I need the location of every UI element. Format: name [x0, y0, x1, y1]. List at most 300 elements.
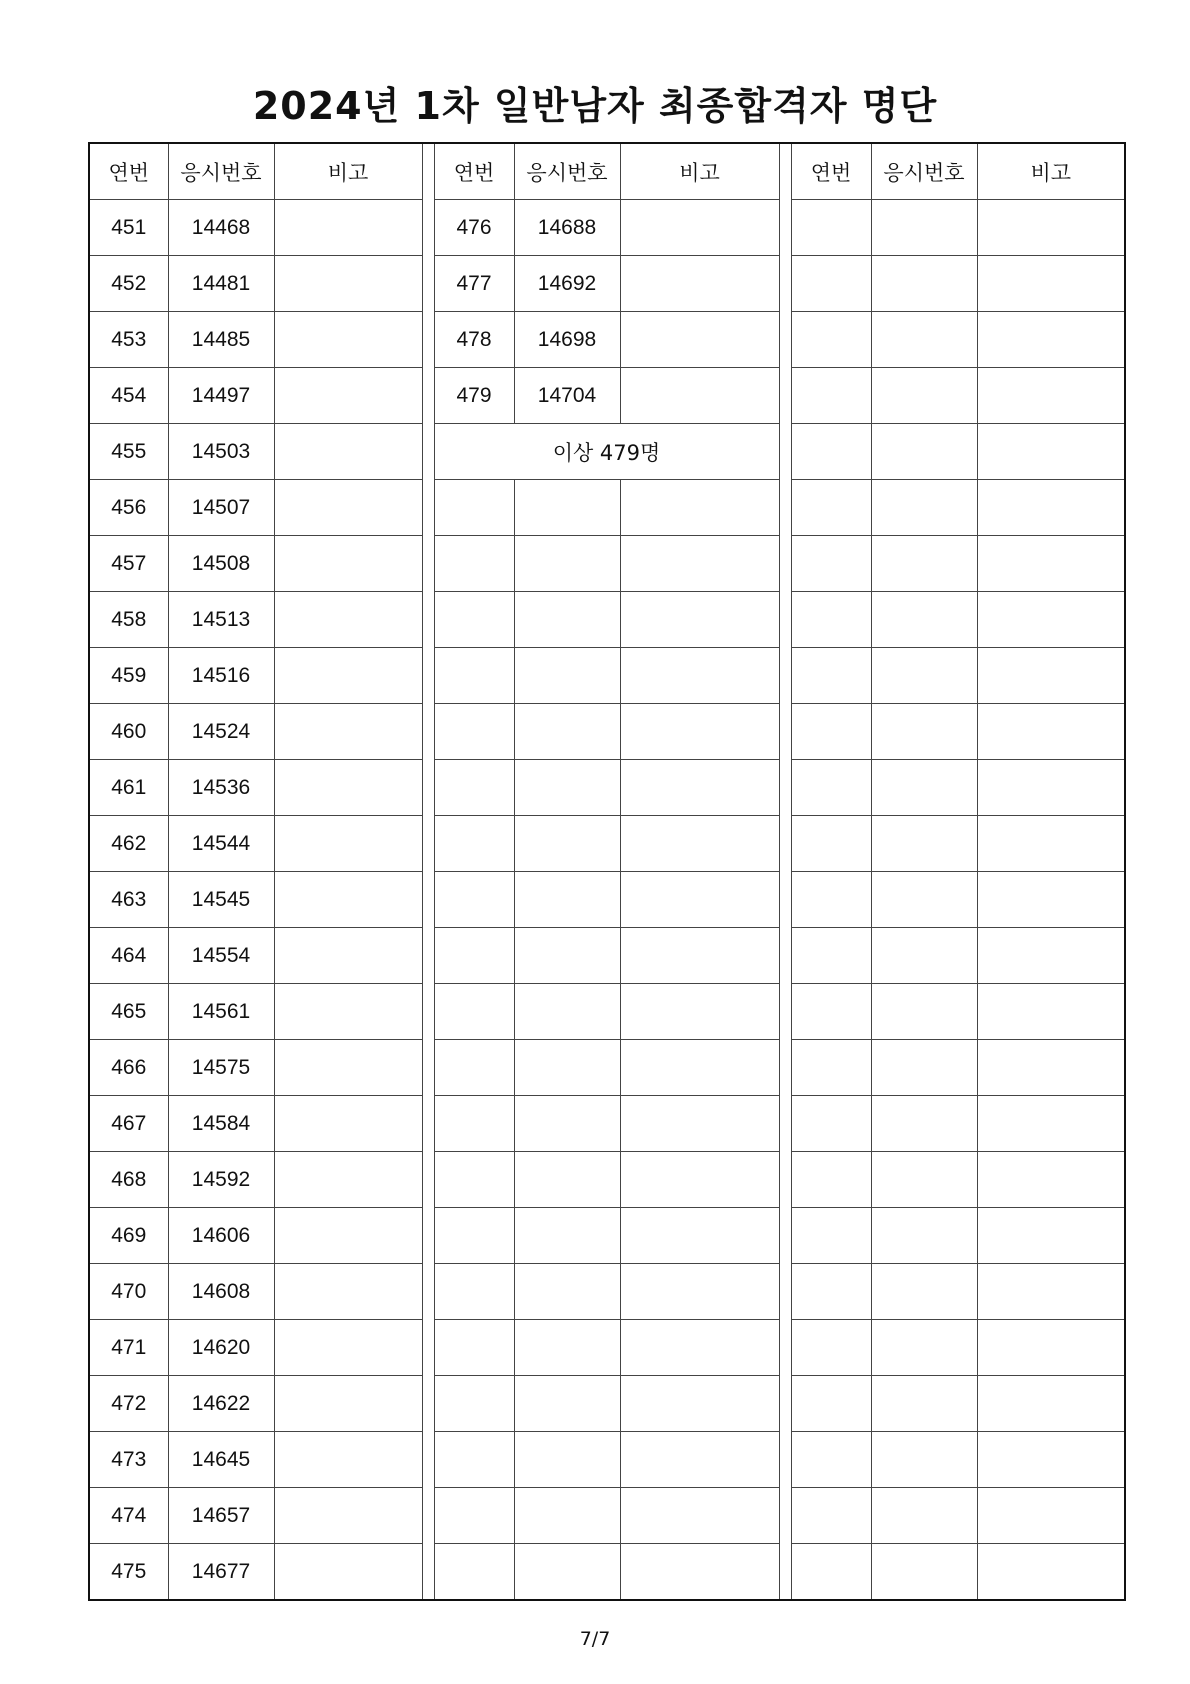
seq-cell	[434, 536, 514, 592]
column-gap	[779, 816, 791, 872]
exam-no-cell	[871, 480, 977, 536]
exam-no-cell	[871, 1376, 977, 1432]
seq-cell	[434, 816, 514, 872]
seq-cell	[434, 480, 514, 536]
exam-no-cell	[871, 984, 977, 1040]
exam-no-cell: 14608	[168, 1264, 274, 1320]
seq-cell	[791, 1544, 871, 1601]
exam-no-cell	[871, 592, 977, 648]
column-gap	[422, 816, 434, 872]
column-gap	[422, 480, 434, 536]
note-cell	[620, 1152, 779, 1208]
note-cell	[274, 200, 422, 256]
column-gap	[422, 648, 434, 704]
seq-cell: 467	[89, 1096, 168, 1152]
seq-cell	[434, 928, 514, 984]
header-row	[89, 143, 1125, 200]
note-cell	[274, 312, 422, 368]
table-row	[89, 368, 1125, 424]
note-cell	[620, 1544, 779, 1601]
note-cell	[274, 592, 422, 648]
note-cell	[620, 200, 779, 256]
note-cell	[620, 1208, 779, 1264]
exam-no-cell: 14575	[168, 1040, 274, 1096]
exam-no-cell: 14554	[168, 928, 274, 984]
exam-no-cell: 14507	[168, 480, 274, 536]
seq-cell	[434, 1544, 514, 1601]
note-cell	[977, 592, 1125, 648]
table-row	[89, 984, 1125, 1040]
note-cell	[274, 480, 422, 536]
column-gap	[422, 1432, 434, 1488]
column-gap	[779, 928, 791, 984]
seq-cell	[791, 1096, 871, 1152]
exam-no-cell	[871, 312, 977, 368]
table-row	[89, 1208, 1125, 1264]
note-cell	[274, 1488, 422, 1544]
seq-cell	[434, 1432, 514, 1488]
seq-cell	[434, 1376, 514, 1432]
note-cell	[620, 928, 779, 984]
header-note: 비고	[620, 143, 779, 200]
table-row	[89, 256, 1125, 312]
column-gap	[779, 1320, 791, 1376]
exam-no-cell: 14657	[168, 1488, 274, 1544]
column-gap	[422, 256, 434, 312]
header-note: 비고	[977, 143, 1125, 200]
table-row	[89, 1432, 1125, 1488]
seq-cell: 471	[89, 1320, 168, 1376]
column-gap	[422, 872, 434, 928]
seq-cell	[791, 704, 871, 760]
seq-cell: 460	[89, 704, 168, 760]
seq-cell	[791, 1208, 871, 1264]
note-cell	[977, 312, 1125, 368]
exam-no-cell: 14561	[168, 984, 274, 1040]
seq-cell	[434, 760, 514, 816]
seq-cell: 473	[89, 1432, 168, 1488]
seq-cell: 469	[89, 1208, 168, 1264]
seq-cell	[791, 648, 871, 704]
column-gap	[779, 1432, 791, 1488]
seq-cell	[434, 1152, 514, 1208]
table-row	[89, 1376, 1125, 1432]
note-cell	[274, 368, 422, 424]
column-gap	[779, 872, 791, 928]
seq-cell: 462	[89, 816, 168, 872]
exam-no-cell	[514, 1208, 620, 1264]
exam-no-cell: 14524	[168, 704, 274, 760]
seq-cell	[434, 1320, 514, 1376]
exam-no-cell	[514, 1544, 620, 1601]
table-row	[89, 872, 1125, 928]
exam-no-cell	[871, 1264, 977, 1320]
exam-no-cell: 14677	[168, 1544, 274, 1601]
note-cell	[620, 1488, 779, 1544]
table-row	[89, 1320, 1125, 1376]
note-cell	[620, 1376, 779, 1432]
seq-cell: 452	[89, 256, 168, 312]
note-cell	[274, 1040, 422, 1096]
seq-cell: 459	[89, 648, 168, 704]
column-gap	[422, 1152, 434, 1208]
seq-cell	[791, 1432, 871, 1488]
seq-cell	[791, 312, 871, 368]
seq-cell: 476	[434, 200, 514, 256]
column-gap	[779, 760, 791, 816]
note-cell	[620, 1264, 779, 1320]
exam-no-cell	[871, 536, 977, 592]
seq-cell: 479	[434, 368, 514, 424]
column-gap	[779, 143, 791, 200]
table-row	[89, 312, 1125, 368]
page-number: 7/7	[579, 1628, 611, 1650]
exam-no-cell	[514, 1096, 620, 1152]
seq-cell	[791, 816, 871, 872]
column-gap	[779, 312, 791, 368]
seq-cell: 466	[89, 1040, 168, 1096]
column-gap	[422, 1040, 434, 1096]
note-cell	[274, 1320, 422, 1376]
exam-no-cell: 14508	[168, 536, 274, 592]
exam-no-cell	[514, 592, 620, 648]
note-cell	[274, 1208, 422, 1264]
seq-cell	[791, 536, 871, 592]
total-count: 이상 479명	[434, 424, 779, 480]
seq-cell	[791, 592, 871, 648]
seq-cell	[791, 368, 871, 424]
note-cell	[977, 1040, 1125, 1096]
column-gap	[422, 984, 434, 1040]
note-cell	[620, 256, 779, 312]
column-gap	[779, 1096, 791, 1152]
seq-cell	[791, 200, 871, 256]
exam-no-cell	[871, 1096, 977, 1152]
note-cell	[274, 872, 422, 928]
seq-cell	[791, 256, 871, 312]
seq-cell	[791, 1320, 871, 1376]
exam-no-cell	[514, 1152, 620, 1208]
note-cell	[620, 312, 779, 368]
note-cell	[977, 704, 1125, 760]
exam-no-cell	[514, 760, 620, 816]
exam-no-cell	[871, 256, 977, 312]
exam-no-cell	[871, 1488, 977, 1544]
note-cell	[274, 1096, 422, 1152]
table-row	[89, 816, 1125, 872]
column-gap	[422, 368, 434, 424]
header-seq: 연번	[791, 143, 871, 200]
note-cell	[620, 760, 779, 816]
seq-cell	[434, 648, 514, 704]
note-cell	[274, 424, 422, 480]
exam-no-cell	[514, 1488, 620, 1544]
column-gap	[422, 536, 434, 592]
note-cell	[620, 368, 779, 424]
header-note: 비고	[274, 143, 422, 200]
note-cell	[620, 480, 779, 536]
table-row	[89, 1488, 1125, 1544]
table-row	[89, 592, 1125, 648]
exam-no-cell	[871, 1152, 977, 1208]
seq-cell	[434, 592, 514, 648]
column-gap	[779, 480, 791, 536]
note-cell	[274, 536, 422, 592]
table-row	[89, 536, 1125, 592]
seq-cell: 456	[89, 480, 168, 536]
note-cell	[977, 760, 1125, 816]
column-gap	[422, 143, 434, 200]
seq-cell: 478	[434, 312, 514, 368]
roster-table	[88, 142, 1126, 1601]
exam-no-cell	[514, 1376, 620, 1432]
column-gap	[779, 1544, 791, 1601]
header-exam-no: 응시번호	[871, 143, 977, 200]
table-row	[89, 928, 1125, 984]
column-gap	[422, 312, 434, 368]
header-seq: 연번	[434, 143, 514, 200]
column-gap	[779, 1208, 791, 1264]
exam-no-cell	[871, 1432, 977, 1488]
note-cell	[977, 1544, 1125, 1601]
note-cell	[274, 1544, 422, 1601]
note-cell	[274, 1432, 422, 1488]
column-gap	[779, 984, 791, 1040]
seq-cell	[434, 984, 514, 1040]
exam-no-cell	[514, 1264, 620, 1320]
seq-cell	[434, 1208, 514, 1264]
column-gap	[779, 536, 791, 592]
exam-no-cell	[514, 480, 620, 536]
exam-no-cell: 14606	[168, 1208, 274, 1264]
exam-no-cell	[514, 816, 620, 872]
column-gap	[779, 424, 791, 480]
exam-no-cell	[514, 984, 620, 1040]
seq-cell	[791, 928, 871, 984]
seq-cell: 454	[89, 368, 168, 424]
exam-no-cell: 14544	[168, 816, 274, 872]
exam-no-cell: 14497	[168, 368, 274, 424]
column-gap	[779, 1152, 791, 1208]
seq-cell	[434, 1264, 514, 1320]
note-cell	[977, 368, 1125, 424]
seq-cell	[434, 704, 514, 760]
seq-cell: 465	[89, 984, 168, 1040]
note-cell	[977, 1488, 1125, 1544]
note-cell	[977, 1376, 1125, 1432]
exam-no-cell: 14645	[168, 1432, 274, 1488]
table-row	[89, 704, 1125, 760]
table-row	[89, 480, 1125, 536]
note-cell	[977, 424, 1125, 480]
exam-no-cell: 14620	[168, 1320, 274, 1376]
note-cell	[620, 1320, 779, 1376]
exam-no-cell: 14516	[168, 648, 274, 704]
exam-no-cell	[871, 368, 977, 424]
column-gap	[779, 1488, 791, 1544]
exam-no-cell: 14584	[168, 1096, 274, 1152]
column-gap	[422, 1264, 434, 1320]
column-gap	[422, 704, 434, 760]
exam-no-cell	[871, 816, 977, 872]
roster-body	[89, 143, 1125, 1600]
seq-cell: 453	[89, 312, 168, 368]
exam-no-cell	[514, 536, 620, 592]
column-gap	[779, 256, 791, 312]
seq-cell: 451	[89, 200, 168, 256]
note-cell	[620, 816, 779, 872]
column-gap	[422, 592, 434, 648]
column-gap	[422, 1544, 434, 1601]
note-cell	[274, 704, 422, 760]
exam-no-cell: 14692	[514, 256, 620, 312]
seq-cell	[791, 1040, 871, 1096]
exam-no-cell	[871, 424, 977, 480]
note-cell	[274, 256, 422, 312]
table-row	[89, 1264, 1125, 1320]
exam-no-cell: 14536	[168, 760, 274, 816]
seq-cell: 474	[89, 1488, 168, 1544]
page-title: 2024년 1차 일반남자 최종합격자 명단	[252, 84, 938, 128]
note-cell	[977, 1208, 1125, 1264]
exam-no-cell: 14485	[168, 312, 274, 368]
exam-no-cell: 14622	[168, 1376, 274, 1432]
seq-cell	[434, 1488, 514, 1544]
seq-cell: 463	[89, 872, 168, 928]
table-row	[89, 424, 1125, 480]
note-cell	[977, 1432, 1125, 1488]
seq-cell	[791, 1488, 871, 1544]
note-cell	[977, 256, 1125, 312]
exam-no-cell	[514, 872, 620, 928]
column-gap	[779, 1376, 791, 1432]
seq-cell	[791, 1152, 871, 1208]
note-cell	[274, 1376, 422, 1432]
exam-no-cell	[871, 1208, 977, 1264]
seq-cell	[791, 760, 871, 816]
exam-no-cell: 14704	[514, 368, 620, 424]
table-row	[89, 1040, 1125, 1096]
note-cell	[620, 1040, 779, 1096]
seq-cell	[791, 424, 871, 480]
exam-no-cell	[871, 200, 977, 256]
note-cell	[977, 648, 1125, 704]
note-cell	[274, 928, 422, 984]
seq-cell	[434, 1040, 514, 1096]
exam-no-cell: 14688	[514, 200, 620, 256]
table-row	[89, 200, 1125, 256]
table-row	[89, 760, 1125, 816]
note-cell	[274, 816, 422, 872]
seq-cell	[791, 872, 871, 928]
note-cell	[977, 200, 1125, 256]
exam-no-cell	[871, 760, 977, 816]
seq-cell	[791, 1264, 871, 1320]
column-gap	[779, 648, 791, 704]
note-cell	[977, 1320, 1125, 1376]
seq-cell	[791, 984, 871, 1040]
seq-cell	[434, 872, 514, 928]
column-gap	[422, 424, 434, 480]
exam-no-cell	[871, 1544, 977, 1601]
column-gap	[779, 592, 791, 648]
column-gap	[422, 1320, 434, 1376]
note-cell	[977, 816, 1125, 872]
table-row	[89, 1096, 1125, 1152]
note-cell	[977, 1152, 1125, 1208]
seq-cell: 455	[89, 424, 168, 480]
note-cell	[620, 536, 779, 592]
exam-no-cell: 14503	[168, 424, 274, 480]
exam-no-cell	[514, 1320, 620, 1376]
column-gap	[422, 1208, 434, 1264]
note-cell	[274, 648, 422, 704]
note-cell	[620, 704, 779, 760]
exam-no-cell: 14592	[168, 1152, 274, 1208]
exam-no-cell: 14545	[168, 872, 274, 928]
note-cell	[620, 1432, 779, 1488]
seq-cell: 477	[434, 256, 514, 312]
seq-cell: 475	[89, 1544, 168, 1601]
exam-no-cell	[871, 872, 977, 928]
note-cell	[620, 648, 779, 704]
exam-no-cell	[871, 648, 977, 704]
table-row	[89, 1152, 1125, 1208]
column-gap	[779, 1264, 791, 1320]
column-gap	[422, 200, 434, 256]
seq-cell	[791, 1376, 871, 1432]
exam-no-cell	[514, 1040, 620, 1096]
note-cell	[274, 984, 422, 1040]
exam-no-cell	[871, 1040, 977, 1096]
seq-cell: 468	[89, 1152, 168, 1208]
note-cell	[977, 480, 1125, 536]
note-cell	[977, 872, 1125, 928]
header-seq: 연번	[89, 143, 168, 200]
seq-cell: 470	[89, 1264, 168, 1320]
column-gap	[779, 200, 791, 256]
note-cell	[620, 1096, 779, 1152]
seq-cell: 461	[89, 760, 168, 816]
note-cell	[977, 984, 1125, 1040]
column-gap	[779, 1040, 791, 1096]
exam-no-cell	[871, 928, 977, 984]
column-gap	[422, 1376, 434, 1432]
seq-cell	[434, 1096, 514, 1152]
column-gap	[422, 760, 434, 816]
note-cell	[620, 984, 779, 1040]
note-cell	[977, 928, 1125, 984]
exam-no-cell	[514, 1432, 620, 1488]
table-row	[89, 1544, 1125, 1601]
column-gap	[422, 1096, 434, 1152]
note-cell	[274, 1264, 422, 1320]
header-exam-no: 응시번호	[168, 143, 274, 200]
exam-no-cell: 14468	[168, 200, 274, 256]
seq-cell: 458	[89, 592, 168, 648]
seq-cell: 457	[89, 536, 168, 592]
note-cell	[274, 1152, 422, 1208]
exam-no-cell	[514, 928, 620, 984]
column-gap	[422, 1488, 434, 1544]
table-row	[89, 648, 1125, 704]
seq-cell: 464	[89, 928, 168, 984]
exam-no-cell: 14481	[168, 256, 274, 312]
note-cell	[977, 536, 1125, 592]
exam-no-cell	[514, 704, 620, 760]
seq-cell: 472	[89, 1376, 168, 1432]
note-cell	[274, 760, 422, 816]
